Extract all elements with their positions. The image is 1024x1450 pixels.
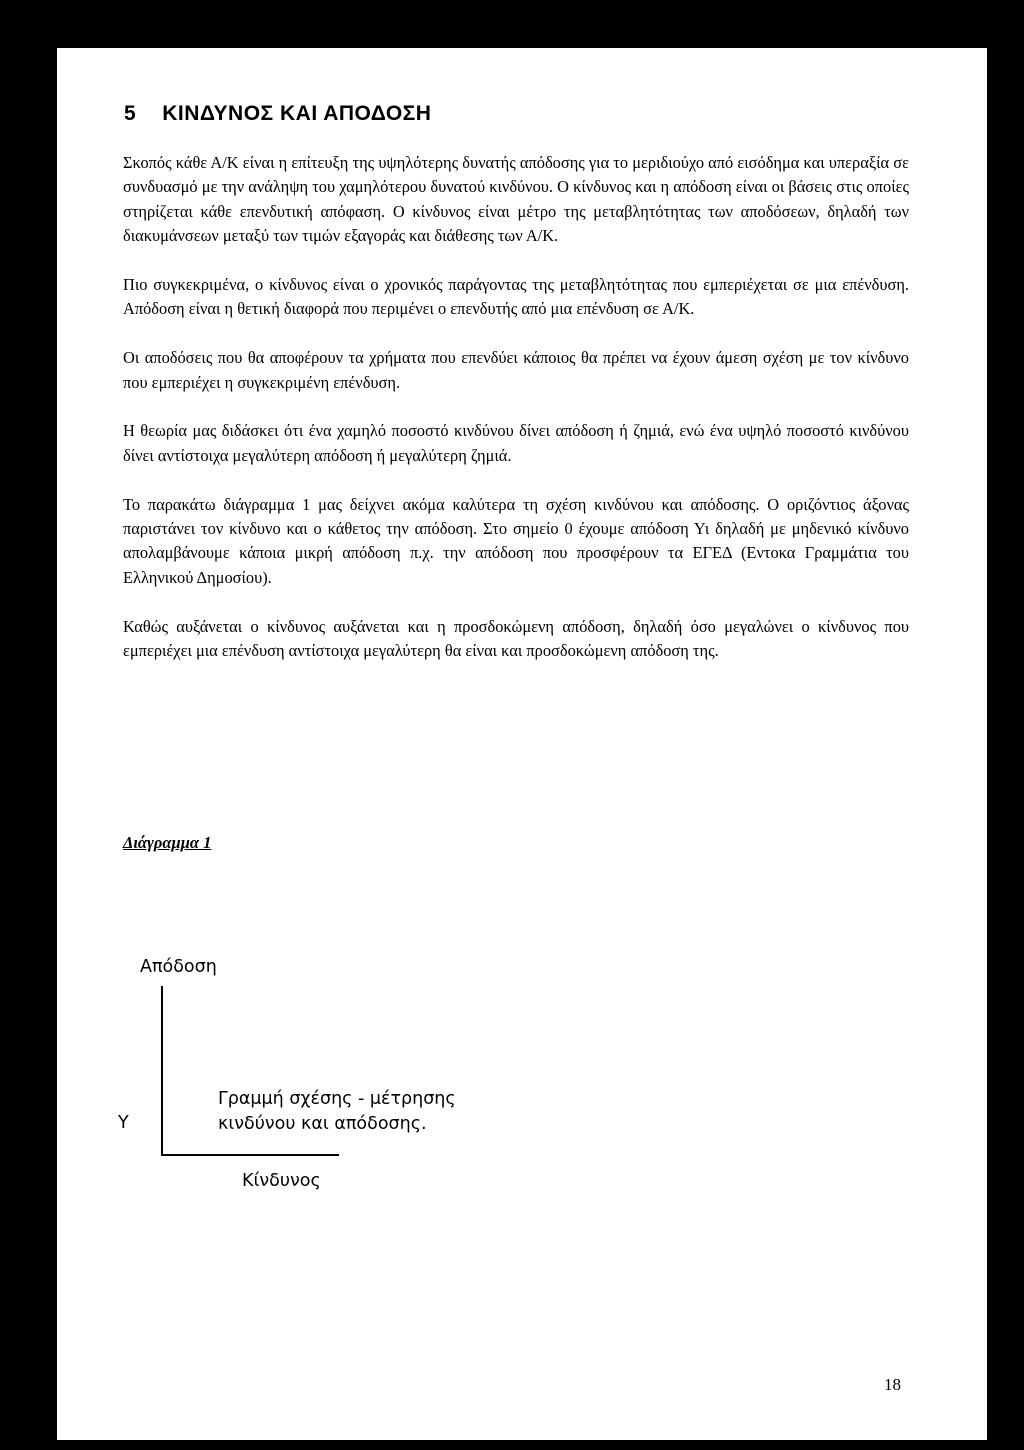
paragraph: Σκοπός κάθε Α/Κ είναι η επίτευξη της υψηλότερης δυνατής απόδοσης για το μεριδιούχο από εισόδημα και υπεραξία σε συνδυασμό με την ανάληψη του χαμηλότερου δυνατού κινδύνου. Ο κίνδυνος και η απόδοση είναι οι βάσεις στις οποίες στηρίζεται κάθε επενδυτική απόφαση. Ο κίνδυνος είναι μέτρο της μεταβλητότητας των αποδόσεων, δηλαδή των διακυμάνσεων μεταξύ των τιμών εξαγοράς και διάθεσης των Α/Κ. [123,153,909,246]
paragraph: Καθώς αυξάνεται ο κίνδυνος αυξάνεται και η προσδοκώμενη απόδοση, δηλαδή όσο μεγαλώνει ο κίνδυνος που εμπεριέχει μια επένδυση αντίστοιχα μεγαλύτερη θα είναι και προσδοκώμενη απόδοση της. [123,616,909,661]
y-intercept-label: Y [118,1113,129,1133]
paragraph: Οι αποδόσεις που θα αποφέρουν τα χρήματα που επενδύει κάποιος θα πρέπει να έχουν άμεση σχέση με τον κίνδυνο που εμπεριέχει η συγκεκριμένη επένδυση. [123,348,909,392]
diagram-caption: Διάγραμμα 1 [123,833,212,852]
paragraph: Η θεωρία μας διδάσκει ότι ένα χαμηλό ποσοστό κινδύνου δίνει απόδοση ή ζημιά, ενώ ένα υψηλό ποσοστό κινδύνου δίνει αντίστοιχα μεγαλύτερη απόδοση ή μεγαλύτερη ζημιά. [123,421,909,465]
section-number: 5 [124,102,137,125]
x-axis-line [161,1154,339,1156]
section-title: ΚΙΝΔΥΝΟΣ ΚΑΙ ΑΠΟΔΟΣΗ [162,102,432,125]
relationship-line-label-continued: κινδύνου και απόδοσης. [218,1114,427,1134]
page-number: 18 [884,1375,901,1394]
y-axis-line [161,986,163,1156]
document-page [57,48,987,1440]
body-text [123,151,909,688]
x-axis-label: Κίνδυνος [242,1171,321,1191]
section-heading [124,102,431,126]
paragraph: Πιο συγκεκριμένα, ο κίνδυνος είναι ο χρονικός παράγοντας της μεταβλητότητας που εμπεριέχεται σε μια επένδυση. Απόδοση είναι η θετική διαφορά που περιμένει ο επενδυτής από μια επένδυση σε Α/Κ. [123,275,909,319]
relationship-line-label: Γραμμή σχέσης - μέτρησης [218,1089,456,1109]
paragraph: Το παρακάτω διάγραμμα 1 μας δείχνει ακόμα καλύτερα τη σχέση κινδύνου και απόδοσης. Ο οριζόντιος άξονας παριστάνει τον κίνδυνο και ο κάθετος την απόδοση. Στο σημείο 0 έχουμε απόδοση Υι δηλαδή με μηδενικό κίνδυνο απολαμβάνουμε κάποια μικρή απόδοση π.χ. την απόδοση που προσφέρουν τα ΕΓΕΔ (Εντοκα Γραμμάτια του Ελληνικού Δημοσίου). [123,494,909,587]
y-axis-label: Απόδοση [140,957,217,977]
